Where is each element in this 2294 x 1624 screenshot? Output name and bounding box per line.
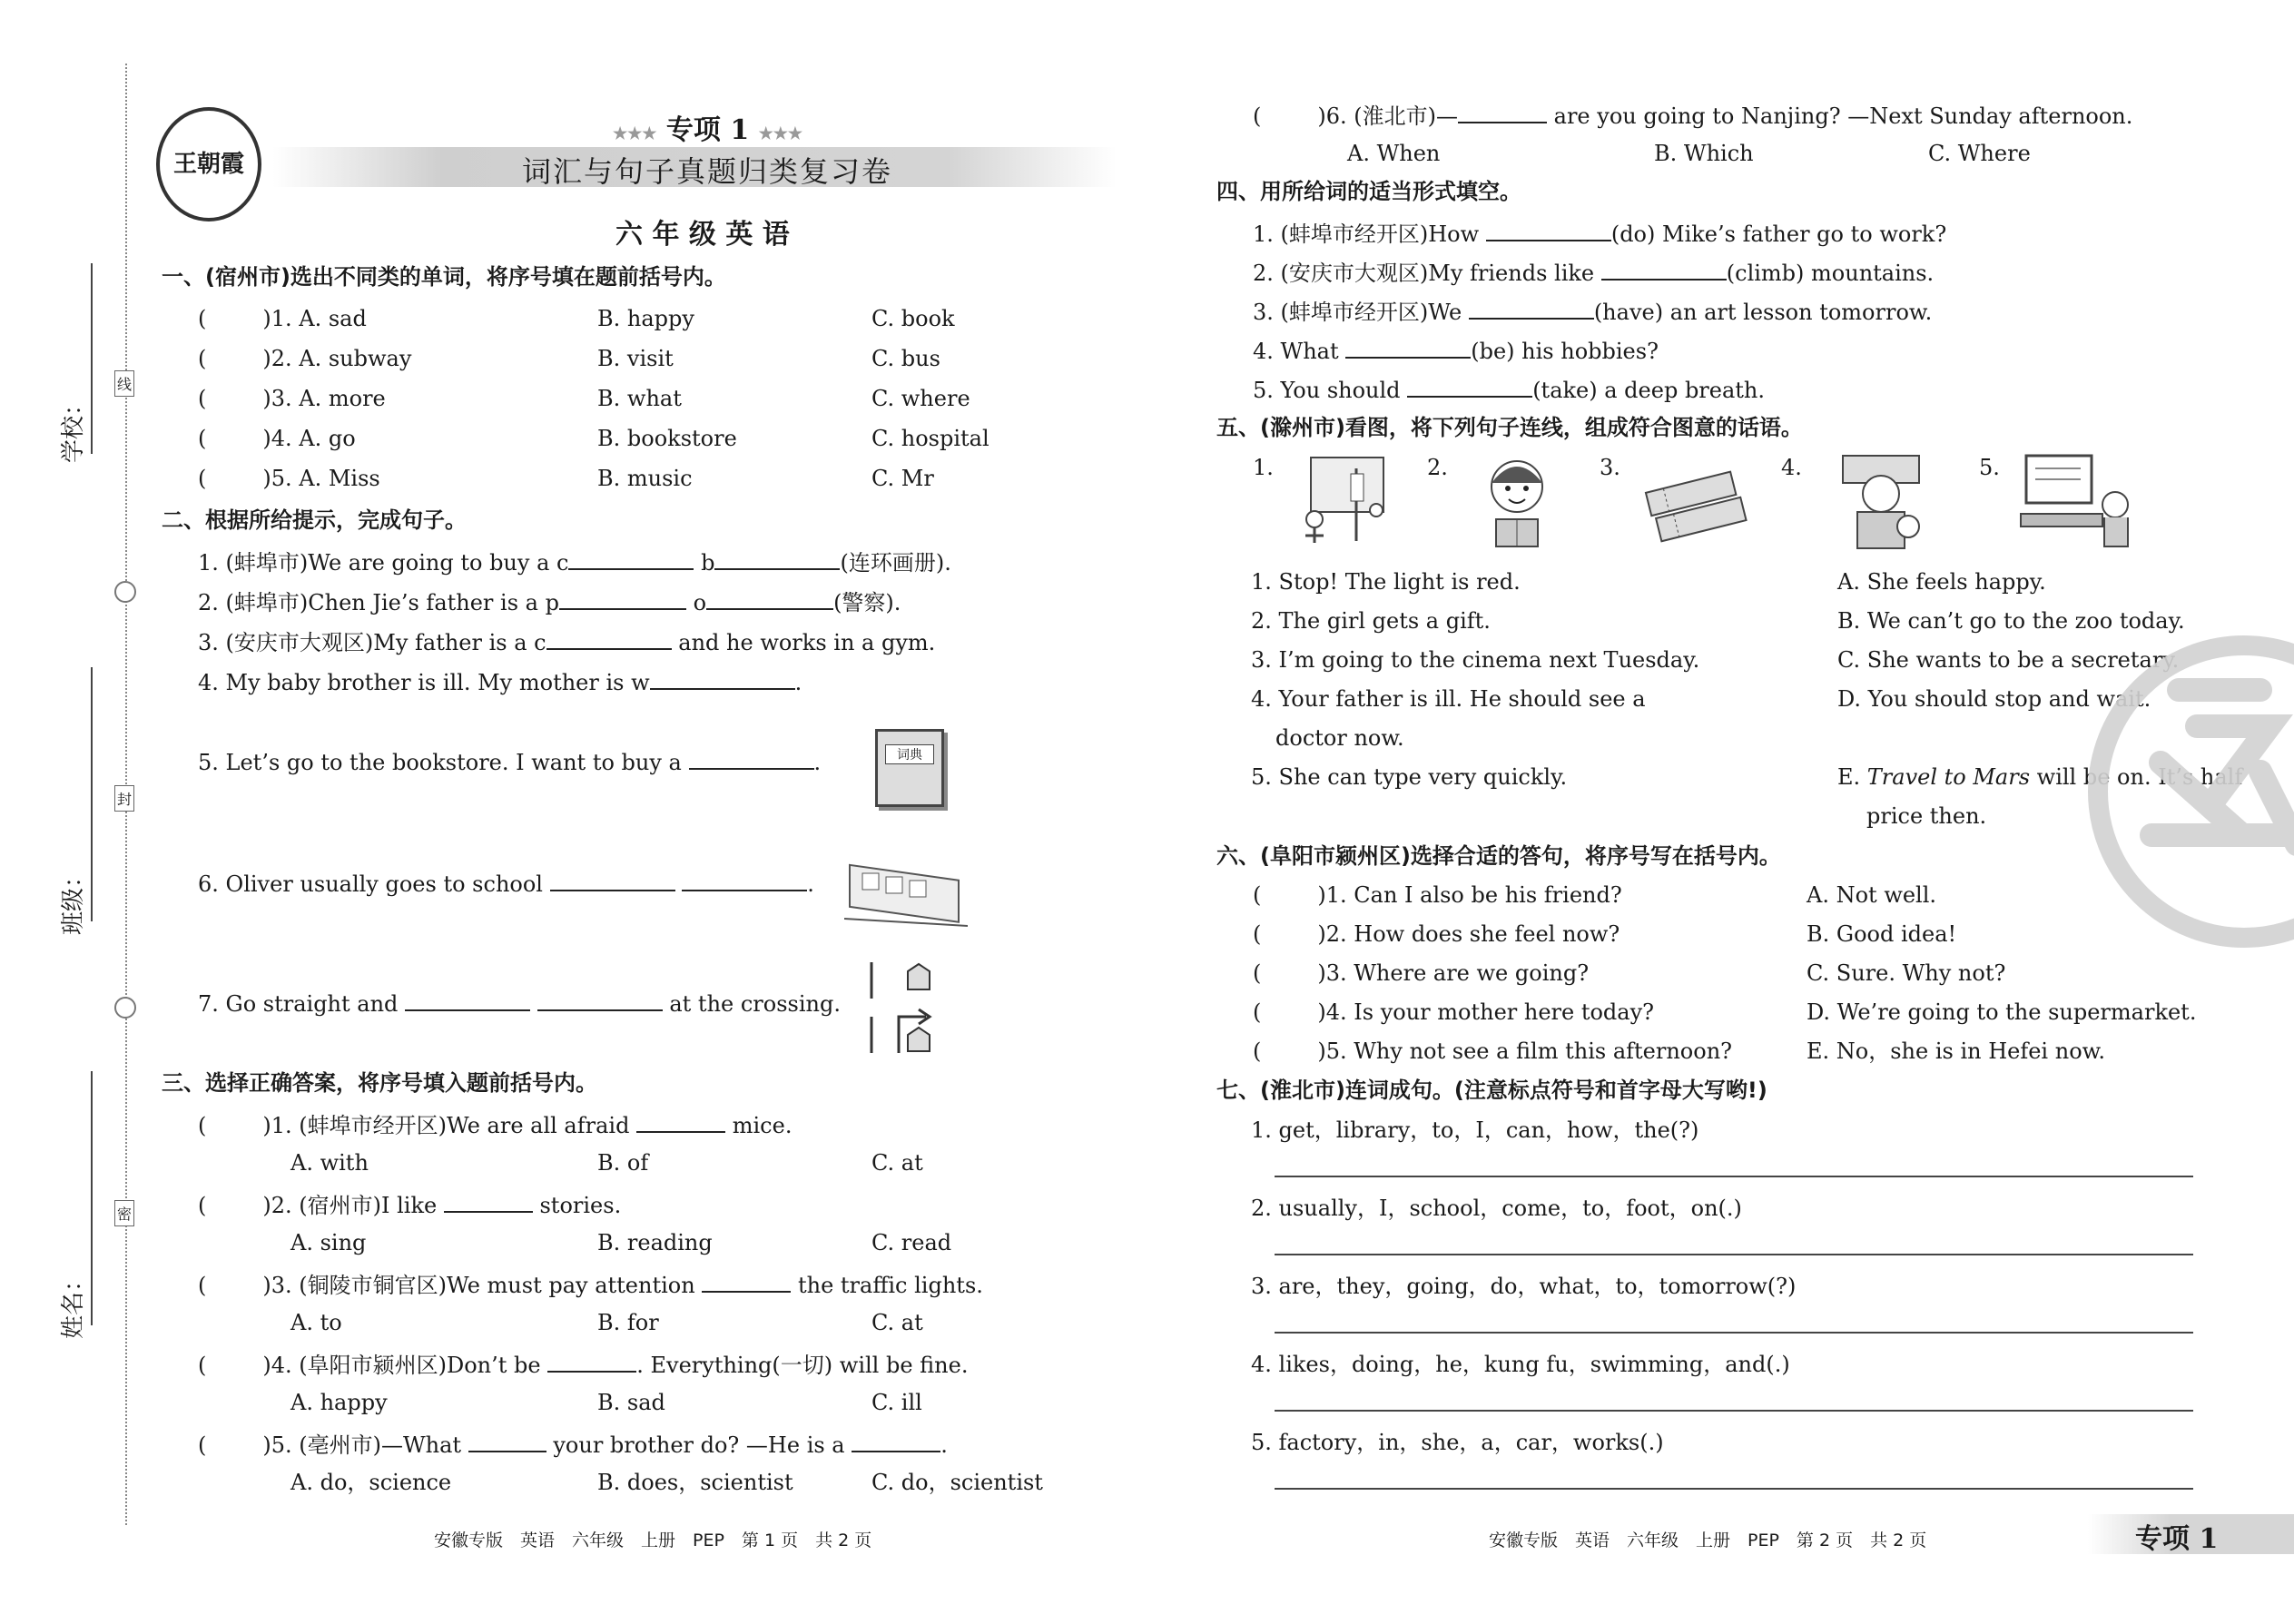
- s2-q4-text: 4. My baby brother is ill. My mother is w: [198, 670, 650, 695]
- s1-opt-b: B. what: [597, 386, 682, 411]
- name-field[interactable]: [91, 1071, 93, 1325]
- s3-q2: ( )2. (宿州市)I like stories.: [198, 1189, 621, 1219]
- class-field[interactable]: [91, 667, 93, 921]
- s5-left-item: 2. The girl gets a gift.: [1251, 608, 1491, 634]
- blank[interactable]: [546, 626, 672, 650]
- s3-q5-text: )5. (亳州市)—What: [262, 1432, 462, 1458]
- s4-q3-tail: (have) an art lesson tomorrow.: [1593, 300, 1933, 325]
- section7-title: 七、(淮北市)连词成句。(注意标点符号和首字母大写哟!): [1216, 1078, 1767, 1103]
- s6-answer: D. We’re going to the supermarket.: [1807, 999, 2197, 1025]
- class-label: 班级：: [60, 863, 87, 935]
- s3-q5-tail: .: [940, 1432, 948, 1458]
- blank[interactable]: [682, 868, 807, 891]
- binding-mark-secret: 密: [114, 1200, 134, 1226]
- blank[interactable]: [636, 1109, 725, 1133]
- s4-q5-text: 5. You should: [1253, 378, 1401, 403]
- s3-q1: ( )1. (蚌埠市经开区)We are all afraid mice.: [198, 1109, 792, 1139]
- s1-row: ( )4. A. go: [198, 426, 356, 451]
- binding-mark-line: 线: [114, 370, 134, 397]
- s2-q5-tail: .: [813, 750, 822, 775]
- s1-opt-c: C. hospital: [871, 426, 989, 451]
- s3-q6-opt-c: C. Where: [1928, 141, 2031, 166]
- answer-line[interactable]: [1275, 1254, 2193, 1255]
- page-subtitle: 六 年 级 英 语: [615, 219, 790, 251]
- s4-q1-tail: (do) Mike’s father go to work?: [1610, 221, 1947, 247]
- blank[interactable]: [468, 1429, 546, 1452]
- s5-e-italic: Travel to Mars: [1866, 764, 2031, 790]
- s6-q-text: )4. Is your mother here today?: [1317, 999, 1655, 1025]
- s3-q5-opt-c: C. do，scientist: [871, 1470, 1043, 1495]
- s5-right-item: A. She feels happy.: [1837, 569, 2046, 595]
- s3-q3-text: )3. (铜陵市铜官区)We must pay attention: [262, 1273, 695, 1298]
- s2-q3-text: 3. (安庆市大观区)My father is a c: [198, 630, 546, 655]
- blank[interactable]: [702, 1269, 791, 1293]
- s1-row: ( )2. A. subway: [198, 346, 412, 371]
- series-label: ★★★ 专项 1 ★★★: [613, 114, 803, 146]
- s2-q1-text: 1. (蚌埠市)We are going to buy a c: [198, 550, 569, 576]
- s3-q3-opt-b: B. for: [597, 1310, 659, 1335]
- s3-q2-text: )2. (宿州市)I like: [262, 1193, 438, 1218]
- pic-typing-computer: [2017, 450, 2135, 552]
- blank[interactable]: [444, 1189, 533, 1213]
- binding-circle-icon: [114, 581, 136, 603]
- secret-watermark-icon: [2088, 635, 2294, 948]
- s3-q2-tail: stories.: [539, 1193, 622, 1218]
- section1-title: 一、(宿州市)选出不同类的单词，将序号填在题前括号内。: [162, 264, 726, 290]
- pic-sick-father: [1830, 450, 1932, 554]
- s4-q2-tail: (climb) mountains.: [1726, 261, 1935, 286]
- s1-opt-b: B. visit: [597, 346, 674, 371]
- footer-left: 安徽专版 英语 六年级 上册 PEP 第 1 页 共 2 页: [434, 1530, 872, 1550]
- answer-line[interactable]: [1275, 1176, 2193, 1177]
- s3-q2-opt-c: C. read: [871, 1230, 952, 1255]
- s3-q3-tail: the traffic lights.: [797, 1273, 983, 1298]
- s7-item: 2. usually，I，school，come，to，foot，on(.): [1251, 1196, 1742, 1221]
- s7-item: 3. are，they，going，do，what，to，tomorrow(?): [1251, 1274, 1797, 1299]
- s2-q6: [198, 868, 814, 898]
- s1-q: )3. A. more: [262, 386, 386, 411]
- s7-item: 1. get，library，to，I，can，how，the(?): [1251, 1117, 1699, 1143]
- s5-left-item: doctor now.: [1275, 725, 1404, 751]
- s4-q4-tail: (be) his hobbies?: [1471, 339, 1659, 364]
- s1-row: ( )5. A. Miss: [198, 466, 380, 491]
- s6-q-text: )5. Why not see a film this afternoon?: [1317, 1038, 1733, 1064]
- s3-q4: ( )4. (阜阳市颍州区)Don’t be . Everything(一切) will be fine.: [198, 1349, 968, 1379]
- blank[interactable]: [706, 586, 833, 610]
- s3-q2-opt-b: B. reading: [597, 1230, 713, 1255]
- corner-label: 专项 1: [2135, 1523, 2219, 1555]
- s1-q: )4. A. go: [262, 426, 356, 451]
- series-label-text: 专项 1: [665, 114, 750, 146]
- s6-answer: A. Not well.: [1807, 882, 1937, 908]
- s2-q2-hint: o: [693, 590, 707, 615]
- blank[interactable]: [559, 586, 686, 610]
- blank[interactable]: [405, 988, 530, 1011]
- s2-q6-tail: .: [807, 871, 814, 897]
- s3-q4-opt-a: A. happy: [290, 1390, 388, 1415]
- s5-left-item: 4. Your father is ill. He should see a: [1251, 686, 1646, 712]
- blank[interactable]: [650, 666, 795, 690]
- pic-number: 3.: [1600, 455, 1620, 480]
- s4-q4-text: 4. What: [1253, 339, 1339, 364]
- pic-number: 1.: [1253, 455, 1274, 480]
- section5-title: 五、(滁州市)看图，将下列句子连线，组成符合图意的话语。: [1216, 415, 1803, 440]
- blank[interactable]: [550, 868, 675, 891]
- dictionary-image: [875, 729, 944, 807]
- school-label: 学校：: [60, 391, 87, 463]
- s3-q6: ( )6. (淮北市)— are you going to Nanjing? —Next Sunday afternoon.: [1253, 100, 2132, 130]
- blank[interactable]: [1469, 296, 1594, 320]
- section2-title: 二、根据所给提示，完成句子。: [162, 507, 467, 533]
- s1-opt-c: C. bus: [871, 346, 940, 371]
- s6-q: ( )4. Is your mother here today?: [1253, 999, 1655, 1025]
- subway-image: [844, 844, 968, 928]
- logo-badge: [156, 107, 261, 221]
- s3-q3: ( )3. (铜陵市铜官区)We must pay attention the traffic lights.: [198, 1269, 983, 1299]
- s5-left-item: 5. She can type very quickly.: [1251, 764, 1568, 790]
- s1-opt-c: C. book: [871, 306, 955, 331]
- section3-title: 三、选择正确答案，将序号填入题前括号内。: [162, 1070, 597, 1096]
- s1-q: )2. A. subway: [262, 346, 412, 371]
- blank[interactable]: [1486, 218, 1611, 241]
- s6-q: ( )5. Why not see a film this afternoon?: [1253, 1038, 1733, 1064]
- s6-q-text: )3. Where are we going?: [1317, 960, 1590, 986]
- s1-opt-b: B. bookstore: [597, 426, 737, 451]
- answer-line[interactable]: [1275, 1410, 2193, 1412]
- dictionary-label: 词典: [885, 744, 934, 764]
- blank[interactable]: [547, 1349, 636, 1373]
- s3-q2-opt-a: A. sing: [290, 1230, 367, 1255]
- s5-right-item: price then.: [1866, 803, 1987, 829]
- s2-q6-text: 6. Oliver usually goes to school: [198, 871, 543, 897]
- s3-q4-text: )4. (阜阳市颍州区)Don’t be: [262, 1353, 541, 1378]
- s3-q6-opt-b: B. Which: [1654, 141, 1754, 166]
- s5-e-tail: will be on. It’s half: [2030, 764, 2243, 790]
- s3-q5-opt-b: B. does，scientist: [597, 1470, 793, 1495]
- s3-q4-tail: . Everything(一切) will be fine.: [636, 1353, 969, 1378]
- s2-q5: [198, 746, 821, 776]
- s1-opt-b: B. music: [597, 466, 693, 491]
- s1-row: ( )1. A. sad: [198, 306, 367, 331]
- s6-q-text: )2. How does she feel now?: [1317, 921, 1620, 947]
- s2-q3: [198, 626, 935, 656]
- s3-q4-opt-c: C. ill: [871, 1390, 922, 1415]
- school-field[interactable]: [91, 263, 93, 454]
- s5-right-item: D. You should stop and wait.: [1837, 686, 2151, 712]
- s6-answer: E. No，she is in Hefei now.: [1807, 1038, 2105, 1064]
- s4-q1-text: 1. (蚌埠市经开区)How: [1253, 221, 1480, 247]
- s1-opt-b: B. happy: [597, 306, 694, 331]
- s3-q5: ( )5. (亳州市)—What your brother do? —He is a .: [198, 1429, 948, 1459]
- s4-q3-text: 3. (蚌埠市经开区)We: [1253, 300, 1462, 325]
- pic-number: 4.: [1781, 455, 1802, 480]
- s2-q2-text: 2. (蚌埠市)Chen Jie’s father is a p: [198, 590, 559, 615]
- logo-text: 王朝霞: [172, 151, 244, 178]
- s1-row: ( )3. A. more: [198, 386, 386, 411]
- s1-q: )5. A. Miss: [262, 466, 380, 491]
- s4-q5-tail: (take) a deep breath.: [1532, 378, 1766, 403]
- blank[interactable]: [568, 546, 694, 570]
- s3-q5-opt-a: A. do，science: [290, 1470, 452, 1495]
- pic-number: 2.: [1427, 455, 1448, 480]
- s5-right-item: C. She wants to be a secretary.: [1837, 647, 2180, 673]
- s4-q3: [1253, 296, 1932, 326]
- s3-q3-opt-c: C. at: [871, 1310, 923, 1335]
- binding-circle-icon: [114, 997, 136, 1019]
- footer-right: 安徽专版 英语 六年级 上册 PEP 第 2 页 共 2 页: [1489, 1530, 1927, 1550]
- s2-q7-tail: at the crossing.: [669, 991, 841, 1017]
- s3-q4-opt-b: B. sad: [597, 1390, 665, 1415]
- s2-q7: [198, 988, 841, 1018]
- pic-traffic-light: [1293, 450, 1393, 550]
- s2-q4-tail: .: [794, 670, 802, 695]
- s1-opt-c: C. where: [871, 386, 970, 411]
- s1-q: )1. A. sad: [262, 306, 367, 331]
- s5-right-item: B. We can’t go to the zoo today.: [1837, 608, 2185, 634]
- s3-q5-mid: your brother do? —He is a: [553, 1432, 845, 1458]
- s7-item: 4. likes，doing，he，kung fu，swimming，and(.): [1251, 1352, 1790, 1377]
- s2-q2-cn: (警察).: [833, 590, 901, 615]
- s2-q1-cn: (连环画册).: [840, 550, 951, 576]
- section4-title: 四、用所给词的适当形式填空。: [1216, 179, 1521, 204]
- s6-q: ( )2. How does she feel now?: [1253, 921, 1620, 947]
- answer-line[interactable]: [1275, 1332, 2193, 1334]
- s3-q6-tail: are you going to Nanjing? —Next Sunday afternoon.: [1553, 103, 2133, 129]
- s2-q4: [198, 666, 802, 696]
- s7-item: 5. factory，in，she，a，car，works(.): [1251, 1430, 1664, 1455]
- s5-e-prefix: E.: [1837, 764, 1867, 790]
- s6-q: ( )1. Can I also be his friend?: [1253, 882, 1622, 908]
- s3-q1-tail: mice.: [732, 1113, 793, 1138]
- s5-left-item: 1. Stop! The light is red.: [1251, 569, 1521, 595]
- s3-q1-opt-b: B. of: [597, 1150, 649, 1176]
- s4-q5: [1253, 374, 1765, 404]
- crossing-image: [862, 962, 953, 1053]
- binding-mark-seal: 封: [114, 785, 134, 812]
- s6-answer: C. Sure. Why not?: [1807, 960, 2006, 986]
- s3-q1-opt-c: C. at: [871, 1150, 923, 1176]
- s2-q1-hint: b: [701, 550, 715, 576]
- s2-q2: [198, 586, 901, 616]
- s1-opt-c: C. Mr: [871, 466, 934, 491]
- s4-q2-text: 2. (安庆市大观区)My friends like: [1253, 261, 1595, 286]
- s2-q5-text: 5. Let’s go to the bookstore. I want to buy a: [198, 750, 682, 775]
- blank[interactable]: [1458, 100, 1547, 123]
- blank[interactable]: [1601, 257, 1727, 281]
- blank[interactable]: [689, 746, 814, 770]
- s4-q4: [1253, 335, 1659, 365]
- blank[interactable]: [714, 546, 840, 570]
- blank[interactable]: [1345, 335, 1471, 359]
- blank[interactable]: [537, 988, 663, 1011]
- s3-q3-opt-a: A. to: [290, 1310, 342, 1335]
- s3-q1-opt-a: A. with: [290, 1150, 369, 1176]
- s6-q-text: )1. Can I also be his friend?: [1317, 882, 1622, 908]
- s3-q6-opt-a: A. When: [1347, 141, 1441, 166]
- s2-q7-text: 7. Go straight and: [198, 991, 399, 1017]
- s2-q3-tail: and he works in a gym.: [678, 630, 936, 655]
- blank[interactable]: [852, 1429, 940, 1452]
- blank[interactable]: [1407, 374, 1532, 398]
- page-title: 词汇与句子真题归类复习卷: [522, 154, 893, 189]
- answer-line[interactable]: [1275, 1488, 2193, 1490]
- pic-girl-gift: [1467, 450, 1567, 552]
- s4-q1: [1253, 218, 1946, 248]
- name-label: 姓名：: [60, 1267, 87, 1339]
- pic-number: 5.: [1979, 455, 2000, 480]
- s3-q1-text: )1. (蚌埠市经开区)We are all afraid: [262, 1113, 630, 1138]
- s4-q2: [1253, 257, 1934, 287]
- s3-q6-text: )6. (淮北市)—: [1317, 103, 1458, 129]
- s2-q1: [198, 546, 951, 576]
- pic-tickets: [1641, 468, 1750, 543]
- s5-left-item: 3. I’m going to the cinema next Tuesday.: [1251, 647, 1700, 673]
- s6-answer: B. Good idea!: [1807, 921, 1957, 947]
- section6-title: 六、(阜阳市颍州区)选择合适的答句，将序号写在括号内。: [1216, 843, 1781, 869]
- s6-q: ( )3. Where are we going?: [1253, 960, 1590, 986]
